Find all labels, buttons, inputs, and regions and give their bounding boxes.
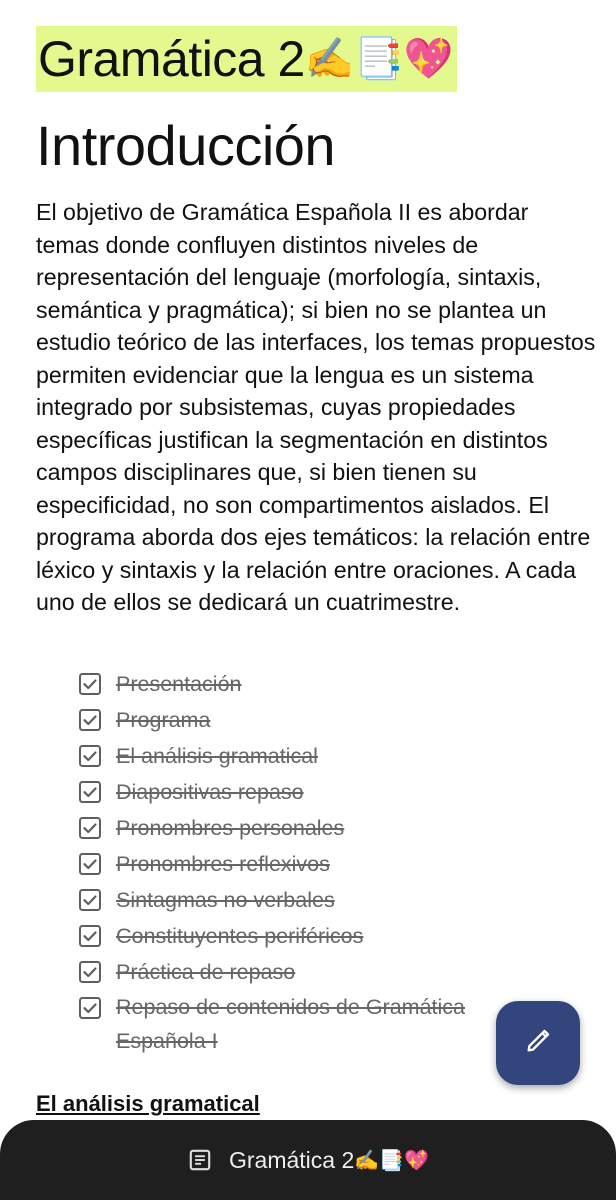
checklist-item-label: Presentación [116,672,242,696]
checklist-item[interactable] [78,738,548,774]
checklist-item[interactable] [78,702,548,738]
checked-checkbox-icon[interactable] [78,738,102,774]
checklist-item-label: Pronombres reflexivos [116,852,330,876]
checklist-item-label: Programa [116,708,211,732]
document-icon [187,1147,213,1173]
checklist-item[interactable] [78,882,548,918]
checklist-item-label: Constituyentes periféricos [116,924,364,948]
checked-checkbox-icon[interactable] [78,666,102,702]
checked-checkbox-icon[interactable] [78,882,102,918]
checklist-item-label: Diapositivas repaso [116,780,304,804]
bottom-document-bar[interactable] [0,1120,616,1200]
checklist-item-label: Sintagmas no verbales [116,888,335,912]
bottom-bar-emojis: ✍️📑💖 [354,1149,429,1172]
checklist-item-label: Repaso de contenidos de Gramática Española I [116,995,465,1053]
checklist-item[interactable] [78,954,548,990]
checked-checkbox-icon[interactable] [78,990,102,1026]
checklist [78,666,548,1058]
checklist-item-label: Pronombres personales [116,816,345,840]
checked-checkbox-icon[interactable] [78,954,102,990]
section-subheading: El análisis gramatical [36,1091,260,1116]
checked-checkbox-icon[interactable] [78,846,102,882]
checklist-item[interactable] [78,846,548,882]
section-heading: Introducción [36,114,336,177]
document-title-text: Gramática 2 [38,31,305,87]
checked-checkbox-icon[interactable] [78,810,102,846]
checklist-item-label: Práctica de repaso [116,960,296,984]
document-title-emojis: ✍️📑💖 [304,37,453,81]
edit-button[interactable] [496,1001,580,1085]
pencil-icon [524,1027,552,1060]
bottom-bar-title: Gramática 2 [229,1146,355,1173]
checklist-item[interactable] [78,774,548,810]
checked-checkbox-icon[interactable] [78,702,102,738]
intro-paragraph: El objetivo de Gramática Española II es abordar temas donde confluyen distintos niveles de representación del lenguaje (morfología, sintaxis, semántica y pragmática); si bien no se plantea un estudio teórico de las interfaces, los temas propuestos permiten evidenciar que la lengua es un sistema integrado por subsistemas, cuyas propiedades específicas justifican la segmentación en distintos campos disciplinares que, si bien tienen su especificidad, no son compartimentos aislados. El programa aborda dos ejes temáticos: la relación entre léxico y sintaxis y la relación entre oraciones. A cada uno de ellos se dedicará un cuatrimestre. [36,199,596,615]
checked-checkbox-icon[interactable] [78,918,102,954]
checked-checkbox-icon[interactable] [78,774,102,810]
document-title [36,26,457,92]
checklist-item[interactable] [78,918,548,954]
checklist-item-label: El análisis gramatical [116,744,318,768]
checklist-item[interactable] [78,990,548,1058]
checklist-item[interactable] [78,666,548,702]
checklist-item[interactable] [78,810,548,846]
